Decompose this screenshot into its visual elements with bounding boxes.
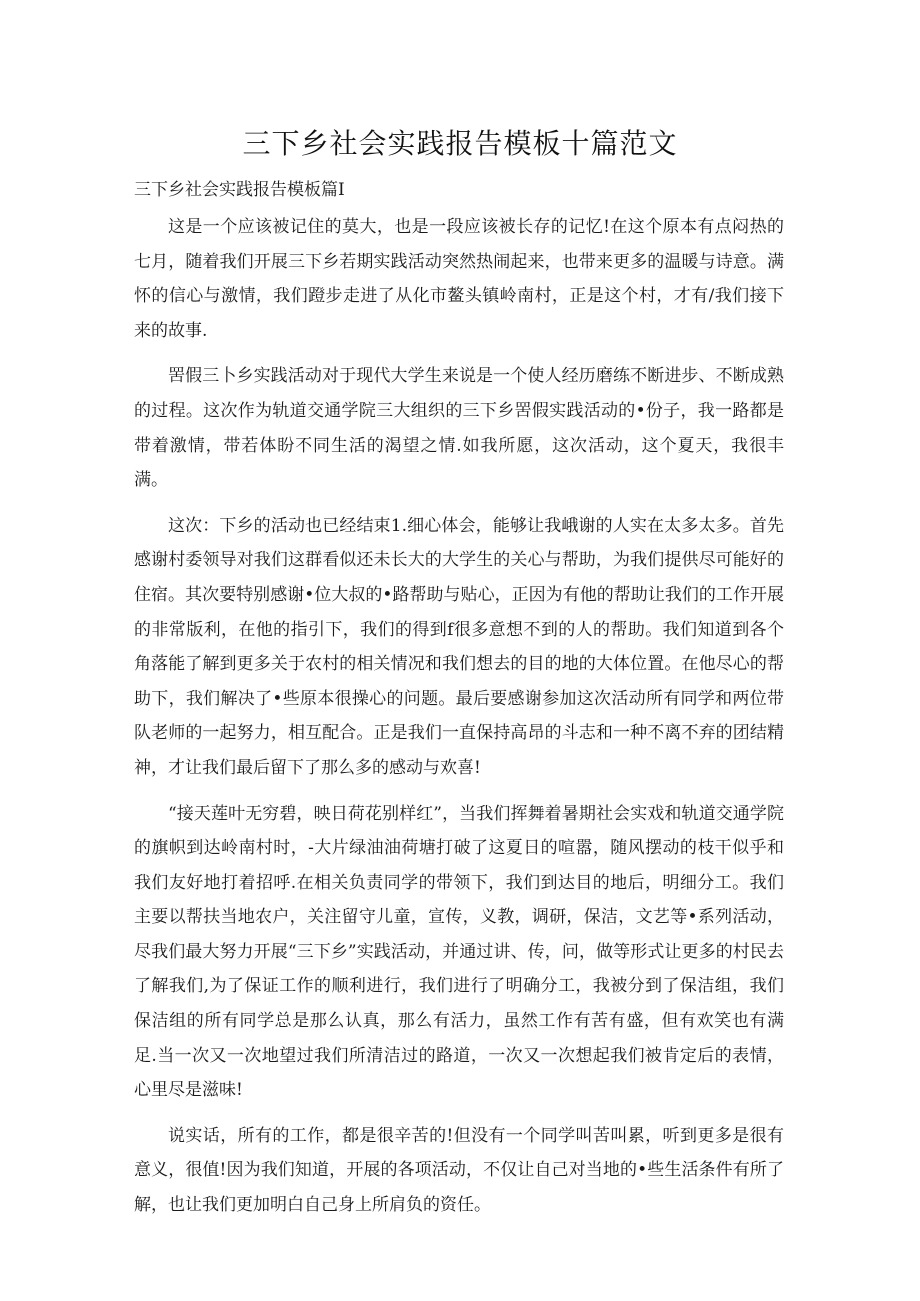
section-heading: 三下乡社会实践报告模板篇I xyxy=(134,180,345,200)
paragraph: 这是一个应该被记住的莫大，也是一段应该被长存的记忆!在这个原本有点闷热的七月，随着我们开展三下乡若期实践活动突然热闹起来，也带来更多的温暖与诗意。满怀的信心与激情，我们蹬步走进了从化市鳌头镇岭南村，正是这个村，才有/我们接下来的故事. xyxy=(134,217,784,341)
paragraph: 说实话，所有的工作，都是很辛苦的!但没有一个同学叫苦叫累，听到更多是很有意义，很值!因为我们知道，开展的各项活动，不仅让自己对当地的•些生活条件有所了解，也让我们更加明白自己身上所肩负的资任。 xyxy=(134,1125,784,1216)
document-title: 三下乡社会实践报告模板十篇范文 xyxy=(242,127,678,160)
paragraph: 罟假三卜乡实践活动对于现代大学生来说是一个使人经历磨练不断进步、不断成熟的过程。这次作为轨道交通学院三大组织的三下乡罟假实践活动的•份子，我一路都是带着激情，带若体盼不同生活的渴望之情.如我所愿，这次活动，这个夏天，我很丰满。 xyxy=(134,366,784,491)
document-body xyxy=(134,210,784,1234)
paragraph: 这次：下乡的活动也已经结束1.细心体会，能够让我峨谢的人实在太多太多。首先感谢村委领导对我们这群看似还未长大的大学生的关心与帮助，为我们提供尽可能好的住宿。其次要特别感谢•位大叔的•路帮助与贴心，正因为有他的帮助让我们的工作开展的非常版利，在他的指引下，我们的得到f很多意想不到的人的帮助。我们知道到各个角落能了解到更多关于农村的相关情况和我们想去的目的地的大体位置。在他尽心的帮助下，我们解决了•些原本很操心的问题。最后要感谢参加这次活动所有同学和两位带队老师的一起努力，相互配合。正是我们一直保持高昂的斗志和一种不离不弃的团结精神，才让我们最后留下了那么多的感动与欢喜! xyxy=(134,515,784,778)
paragraph: “接天莲叶无穷碧，映日荷花别样红”，当我们挥舞着暑期社会实戏和轨道交通学院的旗帜到达岭南村时，-大片绿油油荷塘打破了这夏日的喧嚣，随风摆动的枝干似乎和我们友好地打着招呼.在相关负责同学的带领下，我们到达目的地后，明细分工。我们主要以帮扶当地农户，关注留守儿童，宣传，义教，调研，保洁，文艺等•系列活动，尽我们最大努力开展“三下乡”实践活动，并通过讲、传，问，做等形式让更多的村民去了解我们,为了保证工作的顺利进行，我们进行了明确分工，我被分到了保洁组，我们保洁组的所有同学总是那么认真，那么有活力，虽然工作有苦有盛，但有欢笑也有满足.当一次又一次地望过我们所清洁过的路道，一次又一次想起我们被肯定后的表情，心里尽是滋味! xyxy=(134,803,784,1101)
